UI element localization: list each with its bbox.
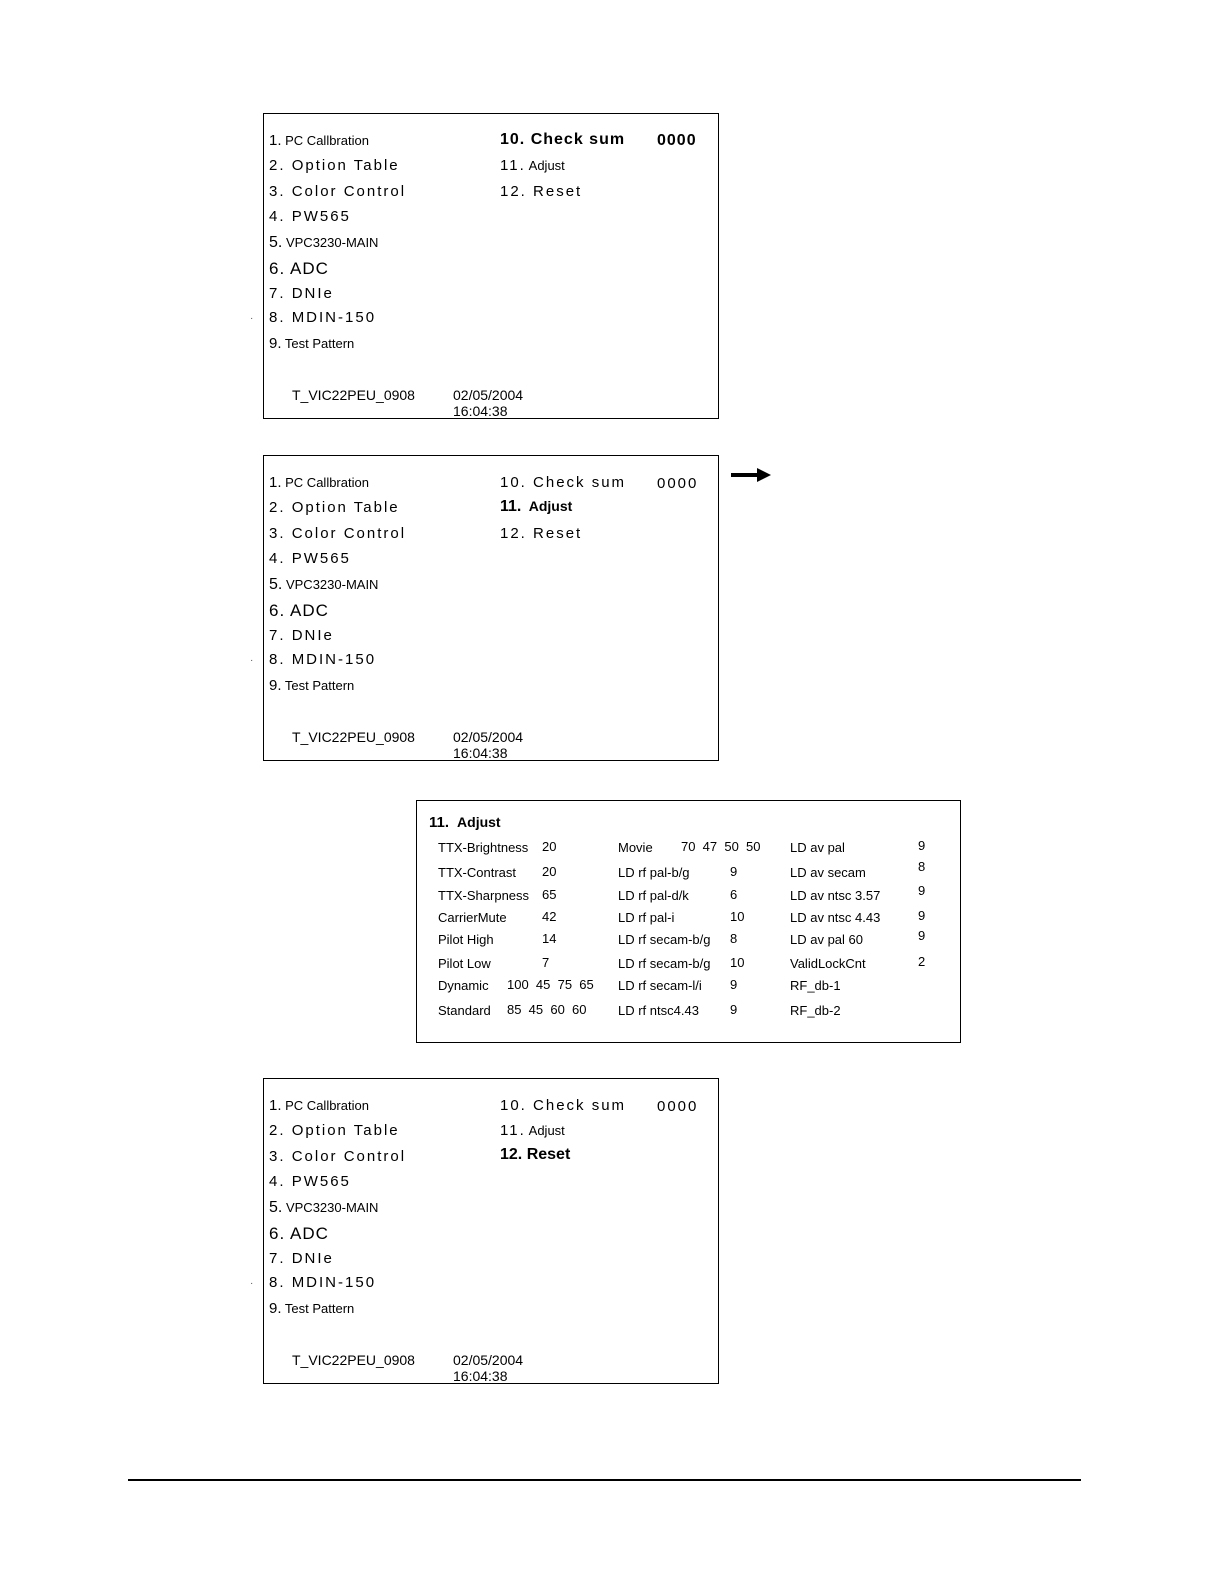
menu-item-adjust[interactable]: 11. Adjust: [500, 1122, 565, 1139]
adjust-col3-value-3: 9: [918, 908, 926, 923]
menu-item-adc[interactable]: 6. ADC: [269, 1224, 329, 1243]
menu-item-pc-calibration[interactable]: 1. PC Callbration: [269, 1097, 369, 1114]
menu-item-mdin-150[interactable]: 8. MDIN-150: [269, 309, 377, 326]
page-bottom-rule: [128, 1479, 1081, 1481]
adjust-col1-value-4: 14: [542, 931, 557, 946]
menu-item-vpc3230-main[interactable]: 5. VPC3230-MAIN: [269, 1199, 379, 1216]
menu-item-test-pattern[interactable]: 9. Test Pattern: [269, 677, 355, 694]
menu-item-adjust[interactable]: 11. Adjust: [500, 157, 565, 174]
menu-item-adjust[interactable]: 11. Adjust: [500, 498, 573, 515]
adjust-col1-value-2: 65: [542, 887, 557, 902]
adjust-col2-label-0[interactable]: Movie: [618, 840, 653, 855]
firmware-datetime: 02/05/2004 16:04:38: [453, 729, 524, 761]
adjust-col2-label-6[interactable]: LD rf secam-l/i: [618, 978, 702, 993]
service-menu-screen-2: [263, 455, 719, 761]
adjust-col1-value-6: 100 45 75 65: [507, 977, 594, 992]
adjust-col3-value-2: 9: [918, 883, 926, 898]
adjust-col1-label-2[interactable]: TTX-Sharpness: [438, 888, 530, 903]
firmware-version: T_VIC22PEU_0908: [292, 729, 415, 745]
adjust-col3-value-0: 9: [918, 838, 926, 853]
menu-item-dnie[interactable]: 7. DNIe: [269, 285, 334, 302]
adjust-col2-value-2: 6: [730, 887, 738, 902]
adjust-submenu-screen: [416, 800, 961, 1043]
menu-item-adc[interactable]: 6. ADC: [269, 259, 329, 278]
adjust-col1-value-0: 20: [542, 839, 557, 854]
firmware-version: T_VIC22PEU_0908: [292, 387, 415, 403]
adjust-col1-label-0[interactable]: TTX-Brightness: [438, 840, 529, 855]
adjust-col2-value-7: 9: [730, 1002, 738, 1017]
menu-item-reset[interactable]: 12. Reset: [500, 183, 583, 200]
adjust-col1-value-7: 85 45 60 60: [507, 1002, 587, 1017]
service-menu-screen-3: [263, 1078, 719, 1384]
adjust-col2-value-6: 9: [730, 977, 738, 992]
margin-dot: ·: [250, 655, 254, 666]
adjust-col1-label-7[interactable]: Standard: [438, 1003, 491, 1018]
adjust-col2-label-1[interactable]: LD rf pal-b/g: [618, 865, 690, 880]
adjust-col3-label-2[interactable]: LD av ntsc 3.57: [790, 888, 881, 903]
menu-item-option-table[interactable]: 2. Option Table: [269, 1122, 400, 1139]
menu-item-color-control[interactable]: 3. Color Control: [269, 1148, 407, 1165]
menu-item-pw565[interactable]: 4. PW565: [269, 1173, 351, 1190]
adjust-col3-label-3[interactable]: LD av ntsc 4.43: [790, 910, 881, 925]
adjust-col3-label-6[interactable]: RF_db-1: [790, 978, 841, 993]
adjust-col2-label-4[interactable]: LD rf secam-b/g: [618, 932, 711, 947]
adjust-col3-label-4[interactable]: LD av pal 60: [790, 932, 863, 947]
menu-item-test-pattern[interactable]: 9. Test Pattern: [269, 1300, 355, 1317]
menu-item-color-control[interactable]: 3. Color Control: [269, 183, 407, 200]
menu-item-reset[interactable]: 12. Reset: [500, 525, 583, 542]
menu-item-check-sum[interactable]: 10. Check sum: [500, 1097, 627, 1114]
menu-item-dnie[interactable]: 7. DNIe: [269, 627, 334, 644]
check-sum-value: 0000: [657, 475, 699, 492]
menu-item-adc[interactable]: 6. ADC: [269, 601, 329, 620]
adjust-col1-value-3: 42: [542, 909, 557, 924]
menu-item-check-sum[interactable]: 10. Check sum: [500, 474, 627, 491]
margin-dot: ·: [250, 313, 254, 324]
menu-item-test-pattern[interactable]: 9. Test Pattern: [269, 335, 355, 352]
adjust-col1-label-6[interactable]: Dynamic: [438, 978, 489, 993]
menu-item-pw565[interactable]: 4. PW565: [269, 550, 351, 567]
adjust-col1-value-5: 7: [542, 955, 550, 970]
menu-item-option-table[interactable]: 2. Option Table: [269, 499, 400, 516]
check-sum-value: 0000: [657, 132, 697, 149]
firmware-datetime: 02/05/2004 16:04:38: [453, 1352, 524, 1384]
adjust-col2-value-5: 10: [730, 955, 745, 970]
margin-dot: ·: [250, 1278, 254, 1289]
menu-item-option-table[interactable]: 2. Option Table: [269, 157, 400, 174]
service-menu-screen-1: [263, 113, 719, 419]
menu-item-vpc3230-main[interactable]: 5. VPC3230-MAIN: [269, 576, 379, 593]
adjust-col2-value-0: 70 47 50 50: [681, 839, 761, 854]
adjust-col3-value-4: 9: [918, 928, 926, 943]
adjust-col3-value-5: 2: [918, 954, 926, 969]
menu-item-vpc3230-main[interactable]: 5. VPC3230-MAIN: [269, 234, 379, 251]
adjust-col1-label-4[interactable]: Pilot High: [438, 932, 494, 947]
adjust-col3-label-0[interactable]: LD av pal: [790, 840, 845, 855]
firmware-datetime: 02/05/2004 16:04:38: [453, 387, 524, 419]
adjust-col3-label-5[interactable]: ValidLockCnt: [790, 956, 866, 971]
menu-item-mdin-150[interactable]: 8. MDIN-150: [269, 651, 377, 668]
check-sum-value: 0000: [657, 1098, 699, 1115]
arrow-right-icon: [731, 468, 771, 482]
adjust-col1-label-1[interactable]: TTX-Contrast: [438, 865, 517, 880]
adjust-col2-value-3: 10: [730, 909, 745, 924]
adjust-col1-label-3[interactable]: CarrierMute: [438, 910, 507, 925]
adjust-col3-label-1[interactable]: LD av secam: [790, 865, 866, 880]
menu-item-pc-calibration[interactable]: 1. PC Callbration: [269, 474, 369, 491]
adjust-col1-label-5[interactable]: Pilot Low: [438, 956, 491, 971]
adjust-col2-label-2[interactable]: LD rf pal-d/k: [618, 888, 689, 903]
menu-item-mdin-150[interactable]: 8. MDIN-150: [269, 1274, 377, 1291]
adjust-col3-value-1: 8: [918, 859, 926, 874]
adjust-title: 11. Adjust: [429, 814, 501, 831]
adjust-col2-label-3[interactable]: LD rf pal-i: [618, 910, 675, 925]
adjust-col1-value-1: 20: [542, 864, 557, 879]
menu-item-color-control[interactable]: 3. Color Control: [269, 525, 407, 542]
adjust-col3-label-7[interactable]: RF_db-2: [790, 1003, 841, 1018]
menu-item-pw565[interactable]: 4. PW565: [269, 208, 351, 225]
menu-item-pc-calibration[interactable]: 1. PC Callbration: [269, 132, 369, 149]
adjust-col2-label-5[interactable]: LD rf secam-b/g: [618, 956, 711, 971]
firmware-version: T_VIC22PEU_0908: [292, 1352, 415, 1368]
adjust-col2-value-1: 9: [730, 864, 738, 879]
menu-item-dnie[interactable]: 7. DNIe: [269, 1250, 334, 1267]
menu-item-reset[interactable]: 12. Reset: [500, 1146, 571, 1163]
menu-item-check-sum[interactable]: 10. Check sum: [500, 131, 626, 148]
adjust-col2-value-4: 8: [730, 931, 738, 946]
adjust-col2-label-7[interactable]: LD rf ntsc4.43: [618, 1003, 699, 1018]
